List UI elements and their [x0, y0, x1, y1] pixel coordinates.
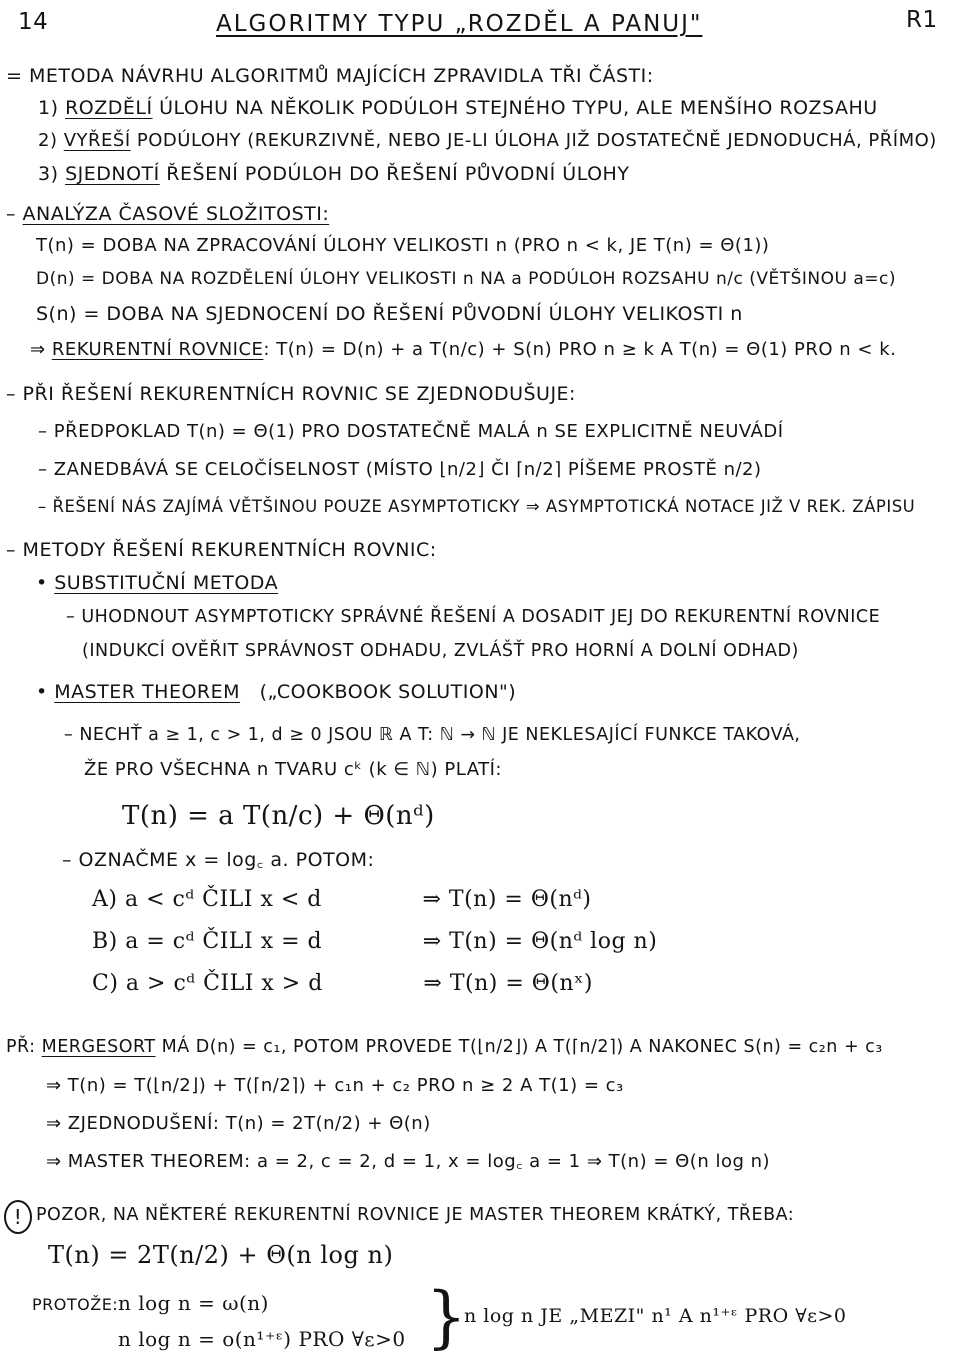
dash-marker: –	[66, 607, 82, 627]
step-2	[38, 131, 937, 151]
step-3-key: SJEDNOTÍ	[65, 163, 160, 185]
case-c	[92, 972, 593, 996]
recurrence-label: REKURENTNÍ ROVNICE	[51, 339, 264, 360]
step-1-key: ROZDĚLÍ	[65, 97, 153, 119]
step-2-key: VYŘEŠÍ	[63, 130, 131, 151]
page-number-left: 14	[18, 9, 49, 35]
case-b-result: ⇒ T(n) = Θ(nᵈ log n)	[422, 929, 658, 954]
simplify-section	[6, 384, 576, 405]
step-3-text: ŘEŠENÍ PODÚLOH DO ŘEŠENÍ PŮVODNÍ ÚLOHY	[166, 163, 630, 185]
bullet-icon: •	[36, 681, 55, 703]
substitution-label: SUBSTITUČNÍ METODA	[54, 572, 279, 594]
dash-marker: –	[6, 539, 23, 561]
master-item	[36, 682, 516, 703]
example-line-2: ⇒ T(n) = T(⌊n/2⌋) + T(⌈n/2⌉) + c₁n + c₂ PRO n ≥ 2 A T(1) = c₃	[46, 1075, 624, 1096]
dash-marker: –	[38, 421, 54, 442]
substitution-item	[36, 573, 278, 594]
simplify-item-3-text: ŘEŠENÍ NÁS ZAJÍMÁ VĚTŠINOU POUZE ASYMPTOTICKY ⇒ ASYMPTOTICKÁ NOTACE JIŽ V REK. ZÁPISU	[52, 497, 916, 516]
warning-formula: T(n) = 2T(n/2) + Θ(n log n)	[48, 1241, 394, 1269]
master-label: MASTER THEOREM	[54, 681, 241, 703]
dash-marker: –	[6, 203, 23, 225]
case-a-result: ⇒ T(n) = Θ(nᵈ)	[422, 887, 592, 912]
master-denote-text: OZNAČME x = log꜀ a. POTOM:	[78, 849, 375, 871]
implies-arrow: ⇒	[30, 339, 52, 360]
step-2-text: PODÚLOHY (REKURZIVNĚ, NEBO JE-LI ÚLOHA JIŽ DOSTATEČNĚ JEDNODUCHÁ, PŘÍMO)	[136, 130, 937, 151]
recurrence-line	[30, 340, 896, 360]
case-b	[92, 930, 657, 954]
simplify-item-1	[38, 422, 784, 442]
step-1-text: ÚLOHU NA NĚKOLIK PODÚLOH STEJNÉHO TYPU, ALE MENŠÍHO ROZSAHU	[159, 97, 878, 119]
s-definition: S(n) = DOBA NA SJEDNOCENÍ DO ŘEŠENÍ PŮVODNÍ ÚLOHY VELIKOSTI n	[36, 303, 743, 325]
case-a-condition: a < cᵈ ČILI x < d	[124, 887, 322, 912]
page-number-right: R1	[906, 7, 938, 33]
example-line-1-text: MÁ D(n) = c₁, POTOM PROVEDE T(⌊n/2⌋) A T(⌈n/2⌉) A NAKONEC S(n) = c₂n + c₃	[161, 1037, 883, 1057]
example-line-1	[6, 1038, 883, 1057]
step-1-number: 1)	[38, 97, 59, 119]
analysis-section	[6, 204, 329, 225]
example-line-3: ⇒ ZJEDNODUŠENÍ: T(n) = 2T(n/2) + Θ(n)	[46, 1113, 431, 1134]
dash-marker: –	[62, 849, 79, 871]
exclamation-icon: !	[4, 1200, 32, 1234]
step-3	[38, 164, 629, 185]
master-condition-1	[64, 726, 801, 745]
simplify-item-2-text: ZANEDBÁVÁ SE CELOČÍSELNOST (MÍSTO ⌊n/2⌋ ČI ⌈n/2⌉ PÍŠEME PROSTĚ n/2)	[53, 459, 762, 480]
master-condition-2: ŽE PRO VŠECHNA n TVARU cᵏ (k ∈ ℕ) PLATÍ:	[84, 759, 502, 780]
example-algorithm: MERGESORT	[41, 1037, 156, 1057]
case-a-label: A)	[92, 887, 118, 912]
d-definition: D(n) = DOBA NA ROZDĚLENÍ ÚLOHY VELIKOSTI n NA a PODÚLOH ROZSAHU n/c (VĚTŠINOU a=c)	[36, 269, 897, 289]
page-title: ALGORITMY TYPU „ROZDĚL A PANUJ"	[216, 11, 703, 37]
master-denote	[62, 850, 374, 871]
case-a	[92, 888, 592, 912]
analysis-heading: ANALÝZA ČASOVÉ SLOŽITOSTI:	[22, 203, 330, 225]
simplify-item-2	[38, 460, 762, 480]
methods-heading: METODY ŘEŠENÍ REKURENTNÍCH ROVNIC:	[22, 539, 437, 561]
substitution-line-1-text: UHODNOUT ASYMPTOTICKY SPRÁVNÉ ŘEŠENÍ A DOSADIT JEJ DO REKURENTNÍ ROVNICE	[81, 607, 881, 627]
methods-section	[6, 540, 437, 561]
substitution-line-2: (INDUKCÍ OVĚŘIT SPRÁVNOST ODHADU, ZVLÁŠŤ PRO HORNÍ A DOLNÍ ODHAD)	[82, 641, 799, 661]
because-eq-1: n log n = ω(n)	[118, 1291, 269, 1315]
step-2-number: 2)	[38, 130, 58, 151]
t-definition: T(n) = DOBA NA ZPRACOVÁNÍ ÚLOHY VELIKOSTI n (PRO n < k, JE T(n) = Θ(1))	[36, 235, 770, 256]
master-condition-1-text: NECHŤ a ≥ 1, c > 1, d ≥ 0 JSOU ℝ A T: ℕ → ℕ JE NEKLESAJÍCÍ FUNKCE TAKOVÁ,	[79, 725, 801, 745]
dash-marker: –	[38, 459, 54, 480]
example-line-4: ⇒ MASTER THEOREM: a = 2, c = 2, d = 1, x = log꜀ a = 1 ⇒ T(n) = Θ(n log n)	[46, 1151, 771, 1172]
because-label: PROTOŽE:	[32, 1295, 119, 1314]
simplify-item-3	[38, 498, 915, 516]
case-c-label: C)	[92, 971, 119, 996]
dash-marker: –	[64, 725, 80, 745]
because-eq-2: n log n = o(n¹⁺ᵋ) PRO ∀ε>0	[118, 1327, 406, 1351]
case-b-label: B)	[92, 929, 118, 954]
dash-marker: –	[38, 497, 53, 516]
master-aside: („COOKBOOK SOLUTION")	[259, 681, 517, 703]
example-prefix: PŘ:	[6, 1037, 36, 1057]
case-c-result: ⇒ T(n) = Θ(nˣ)	[423, 971, 593, 996]
recurrence-equation: : T(n) = D(n) + a T(n/c) + S(n) PRO n ≥ k A T(n) = Θ(1) PRO n < k.	[263, 339, 897, 360]
conclusion: n log n JE „MEZI" n¹ A n¹⁺ᵋ PRO ∀ε>0	[464, 1305, 847, 1327]
simplify-item-1-text: PŘEDPOKLAD T(n) = Θ(1) PRO DOSTATEČNĚ MALÁ n SE EXPLICITNĚ NEUVÁDÍ	[53, 421, 784, 442]
master-formula: T(n) = a T(n/c) + Θ(nᵈ)	[122, 801, 435, 831]
bullet-icon: •	[36, 572, 55, 594]
curly-brace-icon: }	[426, 1279, 468, 1357]
intro-line: = METODA NÁVRHU ALGORITMŮ MAJÍCÍCH ZPRAVIDLA TŘI ČÁSTI:	[6, 65, 654, 87]
case-c-condition: a > cᵈ ČILI x > d	[125, 971, 323, 996]
step-3-number: 3)	[38, 163, 59, 185]
case-b-condition: a = cᵈ ČILI x = d	[125, 929, 323, 954]
simplify-heading: PŘI ŘEŠENÍ REKURENTNÍCH ROVNIC SE ZJEDNODUŠUJE:	[22, 383, 576, 405]
dash-marker: –	[6, 383, 23, 405]
step-1	[38, 98, 878, 119]
substitution-line-1	[66, 608, 880, 627]
warning-line: POZOR, NA NĚKTERÉ REKURENTNÍ ROVNICE JE MASTER THEOREM KRÁTKÝ, TŘEBA:	[36, 1205, 795, 1225]
